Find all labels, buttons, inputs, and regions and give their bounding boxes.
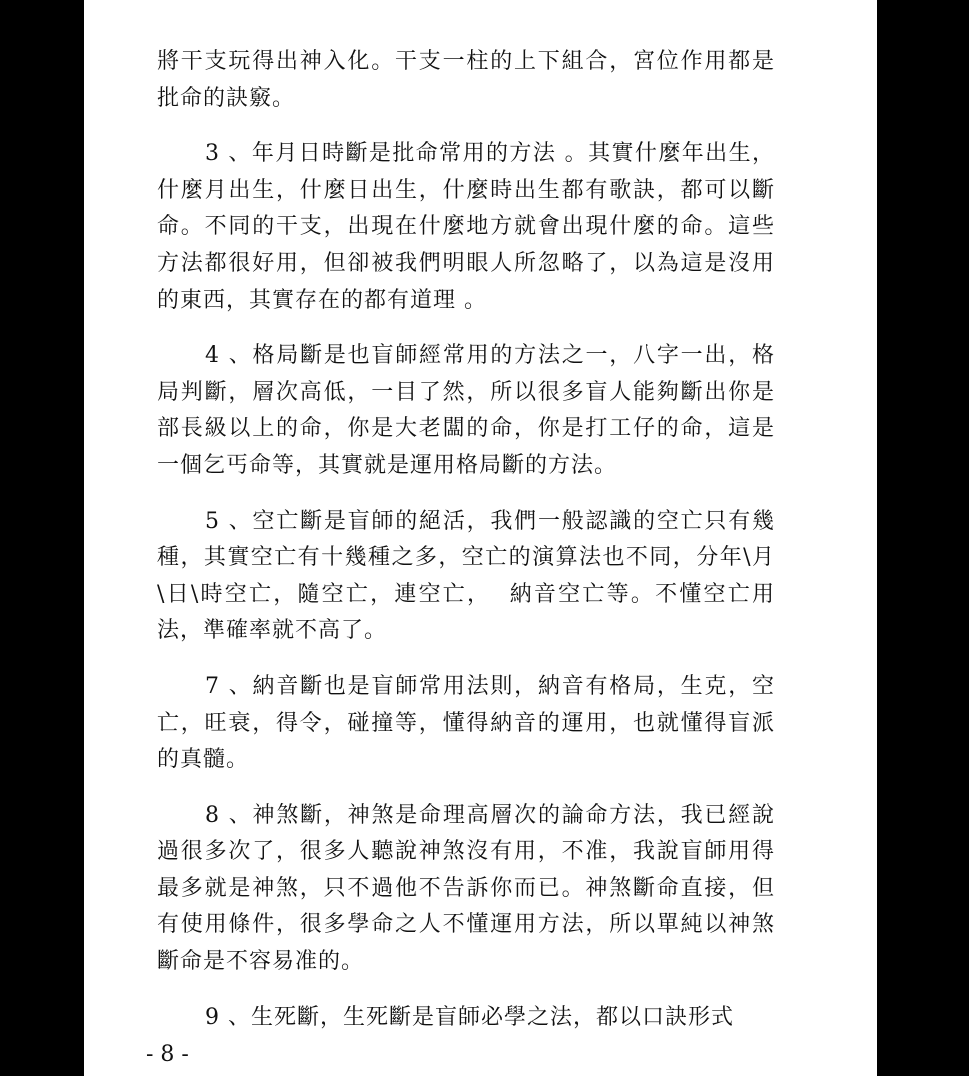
paragraph-2: 3 、年月日時斷是批命常用的方法 。其實什麼年出生，什麼月出生，什麼日出生，什麼時出生都有歌訣，都可以斷命。不同的干支，出現在什麼地方就會出現什麼的命。這些方法都很好用，但卻被我們明眼人所忽略了，以為這是沒用的東西，其實存在的都有道理 。 xyxy=(157,141,775,313)
paragraph-3: 4 、格局斷是也盲師經常用的方法之一，八字一出，格局判斷，層次高低，一目了然，所以很多盲人能夠斷出你是部長級以上的命，你是大老闆的命，你是打工仔的命，這是一個乞丐命等，其實就是運用格局斷的方法。 xyxy=(157,343,775,478)
paragraph-7: 9 、生死斷，生死斷是盲師必學之法，都以口訣形式 xyxy=(205,1004,734,1030)
document-page xyxy=(84,0,877,1076)
paragraph-6: 8 、神煞斷，神煞是命理高層次的論命方法，我已經說過很多次了，很多人聽說神煞沒有用，不准，我說盲師用得最多就是神煞，只不過他不告訴你而已。神煞斷命直接，但有使用條件，很多學命之人不懂運用方法，所以單純以神煞斷命是不容易准的。 xyxy=(157,802,775,975)
document-body xyxy=(157,44,775,1055)
page-number: - 8 - xyxy=(146,1042,189,1067)
paragraph-4: 5 、空亡斷是盲師的絕活，我們一般認識的空亡只有幾種，其實空亡有十幾種之多，空亡的演算法也不同，分年\月\日\時空亡，隨空亡，連空亡， 納音空亡等。不懂空亡用法，準確率就不高了。 xyxy=(157,508,775,644)
paragraph-5: 7 、納音斷也是盲師常用法則，納音有格局，生克，空亡，旺衰，得令，碰撞等，懂得納音的運用，也就懂得盲派的真髓。 xyxy=(157,673,775,773)
paragraph-1: 將干支玩得出神入化。干支一柱的上下組合，宮位作用都是批命的訣竅。 xyxy=(157,49,775,111)
